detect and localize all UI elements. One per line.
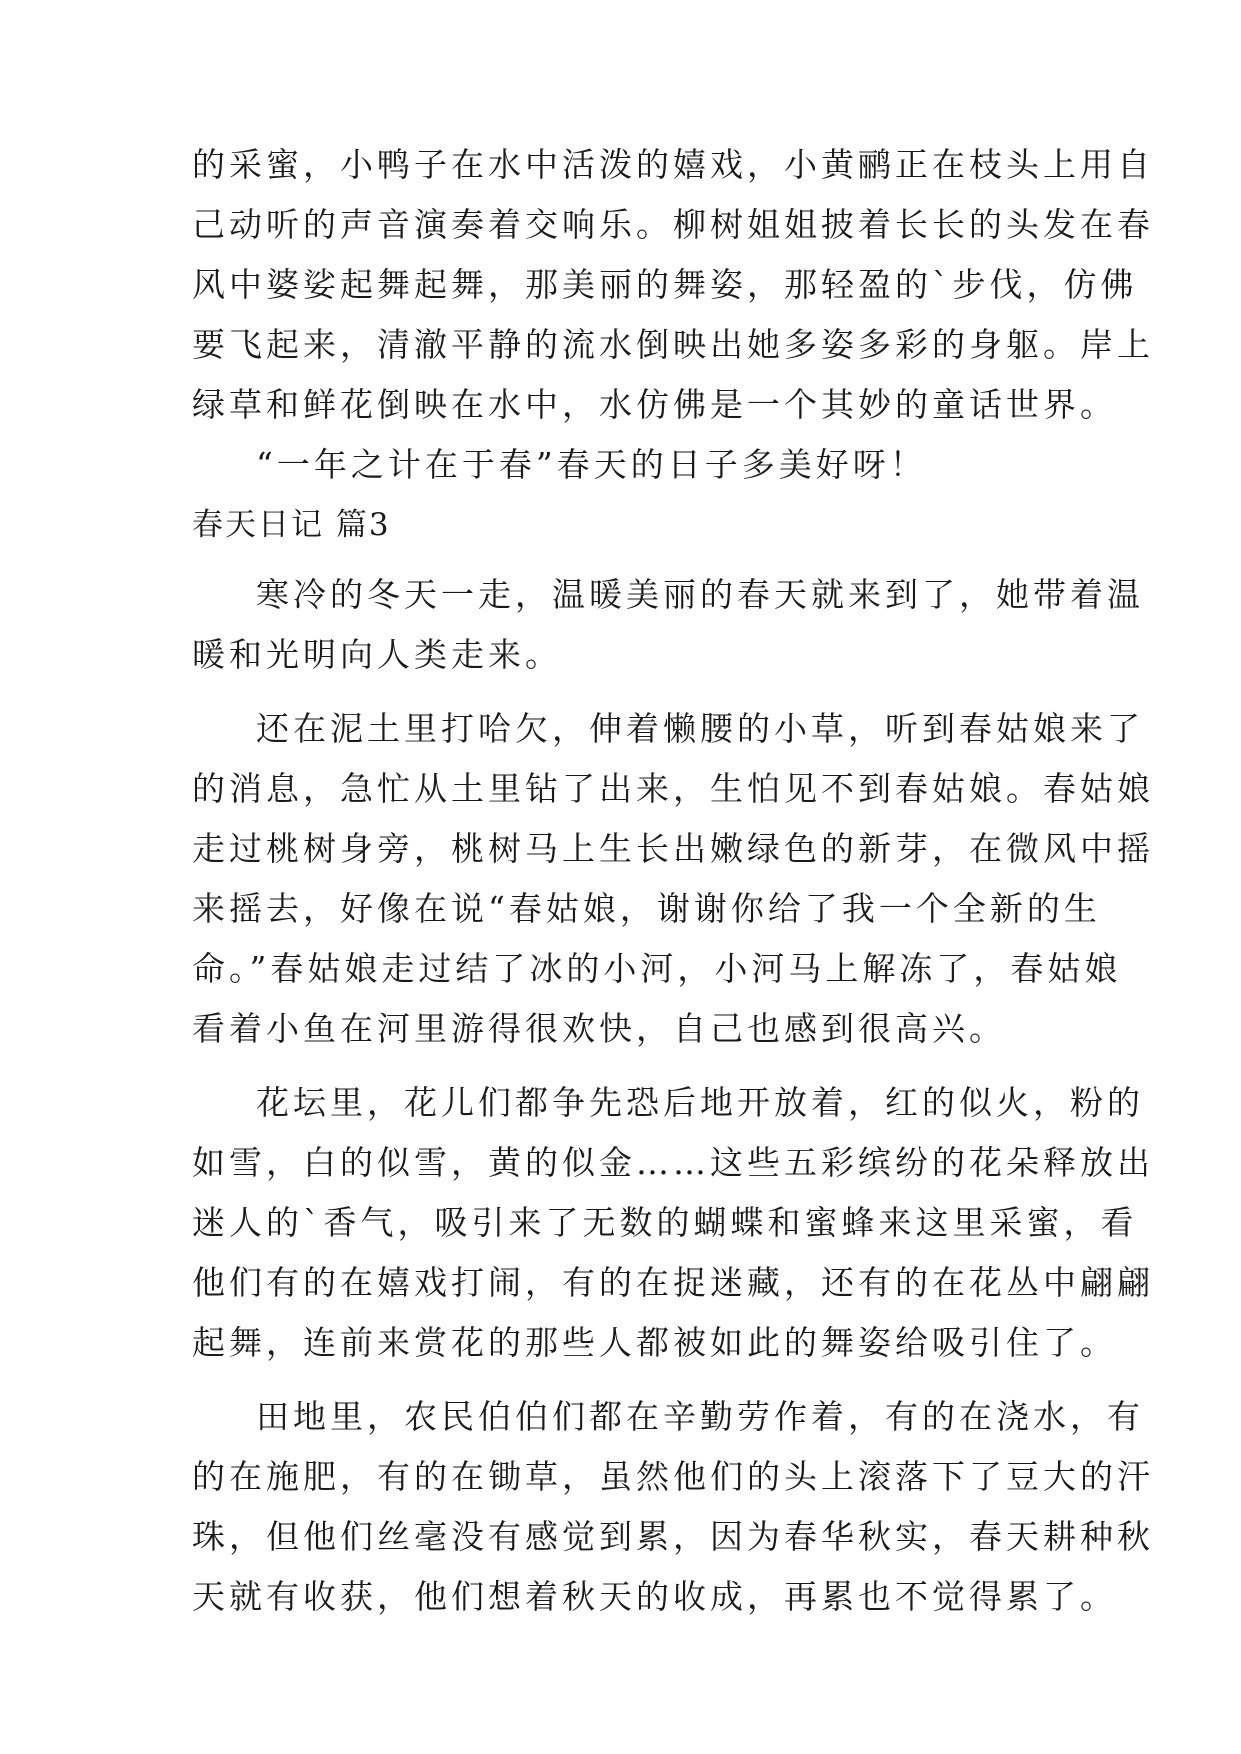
text-line: 珠，但他们丝毫没有感觉到累，因为春华秋实，春天耕种秋 xyxy=(192,1517,1154,1556)
paragraph-4 xyxy=(192,1387,1154,1627)
text-line: 看着小鱼在河里游得很欢快，自己也感到很高兴。 xyxy=(192,1009,1006,1048)
paragraph-1 xyxy=(192,565,1144,685)
text-line: 命。”春姑娘走过结了冰的小河，小河马上解冻了，春姑娘 xyxy=(192,949,1122,988)
text-line: 他们有的在嬉戏打闹，有的在捉迷藏，还有的在花丛中翩翩 xyxy=(192,1263,1154,1302)
paragraph-3 xyxy=(192,1073,1154,1373)
text-line: 天就有收获，他们想着秋天的收成，再累也不觉得累了。 xyxy=(192,1577,1117,1616)
text-line: 的消息，急忙从土里钻了出来，生怕见不到春姑娘。春姑娘 xyxy=(192,769,1154,808)
text-line: 迷人的`香气，吸引来了无数的蝴蝶和蜜蜂来这里采蜜，看 xyxy=(192,1203,1138,1242)
text-line: 的采蜜，小鸭子在水中活泼的嬉戏，小黄鹂正在枝头上用自 xyxy=(192,145,1154,184)
paragraph-2 xyxy=(192,699,1154,1059)
text-line: 暖和光明向人类走来。 xyxy=(192,635,562,674)
text-line: 寒冷的冬天一走，温暖美丽的春天就来到了，她带着温 xyxy=(256,575,1144,614)
text-line: 走过桃树身旁，桃树马上生长出嫩绿色的新芽，在微风中摇 xyxy=(192,829,1154,868)
text-line: 还在泥土里打哈欠，伸着懒腰的小草，听到春姑娘来了 xyxy=(256,709,1144,748)
text-line: 要飞起来，清澈平静的流水倒映出她多姿多彩的身躯。岸上 xyxy=(192,325,1154,364)
text-line: 如雪，白的似雪，黄的似金……这些五彩缤纷的花朵释放出 xyxy=(192,1143,1154,1182)
section-heading: 春天日记 篇3 xyxy=(192,507,391,543)
closing-line: “一年之计在于春”春天的日子多美好呀！ xyxy=(256,445,927,484)
text-line: 来摇去，好像在说“春姑娘，谢谢你给了我一个全新的生 xyxy=(192,889,1101,928)
continuation-paragraph xyxy=(192,135,1154,1627)
text-line: 风中婆娑起舞起舞，那美丽的舞姿，那轻盈的`步伐，仿佛 xyxy=(192,265,1138,304)
text-line: 花坛里，花儿们都争先恐后地开放着，红的似火，粉的 xyxy=(256,1083,1144,1122)
text-line: 绿草和鲜花倒映在水中，水仿佛是一个其妙的童话世界。 xyxy=(192,385,1117,424)
text-line: 的在施肥，有的在锄草，虽然他们的头上滚落下了豆大的汗 xyxy=(192,1457,1154,1496)
text-line: 起舞，连前来赏花的那些人都被如此的舞姿给吸引住了。 xyxy=(192,1323,1117,1362)
text-line: 己动听的声音演奏着交响乐。柳树姐姐披着长长的头发在春 xyxy=(192,205,1154,244)
text-line: 田地里，农民伯伯们都在辛勤劳作着，有的在浇水，有 xyxy=(256,1397,1144,1436)
